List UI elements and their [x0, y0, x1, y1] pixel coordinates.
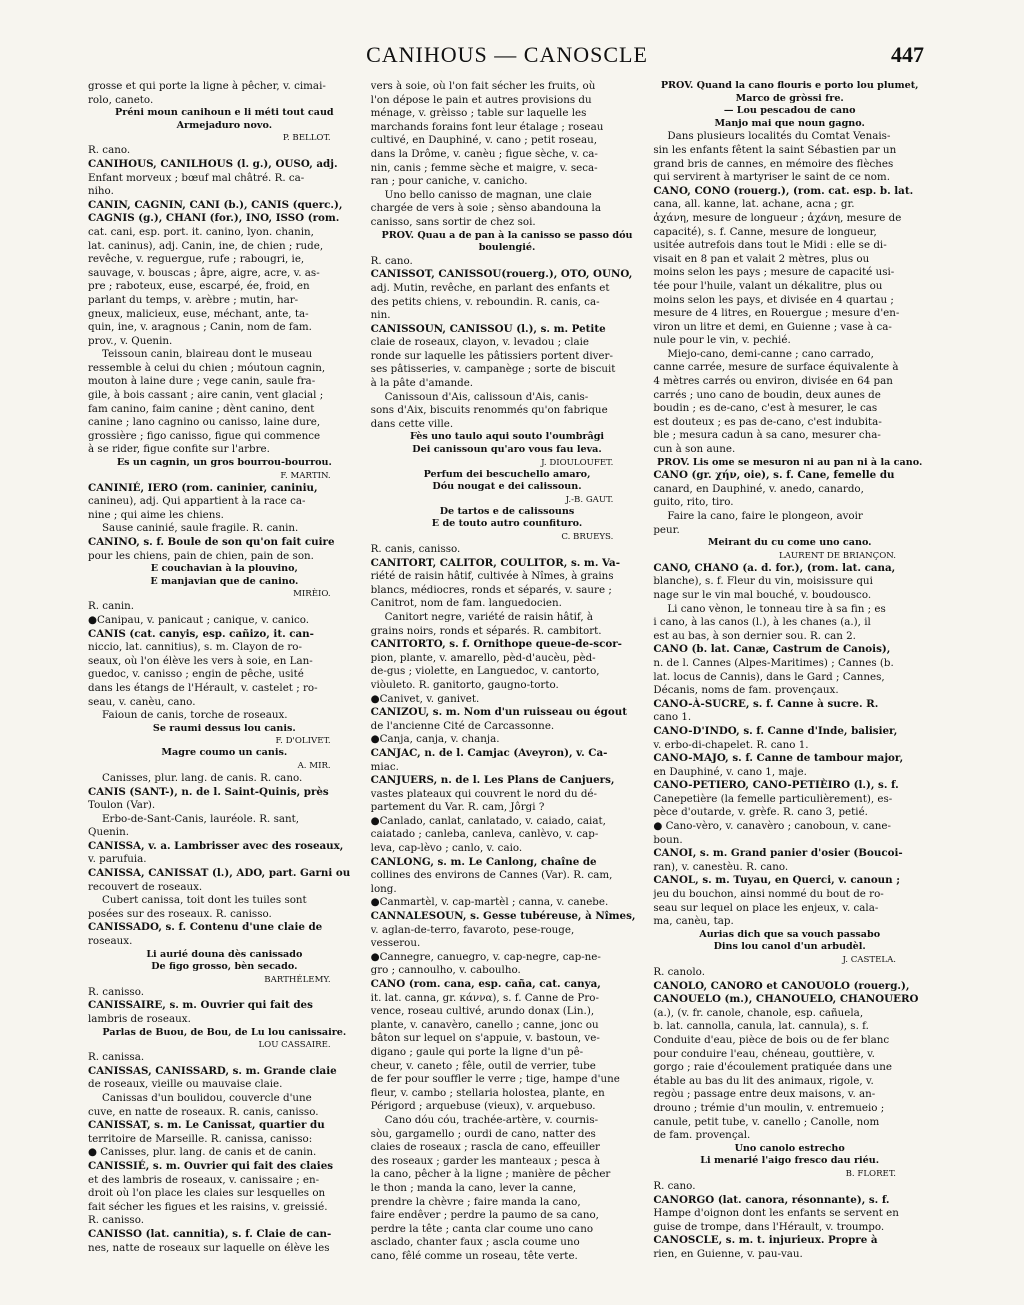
entry-text-line: mesure de 4 litres, en Rouergue ; mesure d'en-: [653, 307, 900, 320]
entry-text-line: adj. Mutin, revêche, en parlant des enfants et: [370, 281, 610, 294]
entry-text-line: rolo, caneto.: [88, 93, 154, 106]
entry-text-line: v. aglan-de-terro, favaroto, pese-rouge,: [370, 923, 575, 936]
entry-text-line: quin, ine, v. aragnous ; Canin, nom de fam.: [88, 321, 312, 334]
entry-text-line: gneux, malicieux, euse, méchant, ante, ta-: [88, 307, 309, 320]
entry-text-line: guedoc, v. canisso ; engin de pêche, usité: [88, 668, 304, 681]
entry-text-line: rien, en Guienne, v. pau-vau.: [653, 1247, 803, 1260]
entry-text-line: Canisses, plur. lang. de canis. R. cano.: [102, 771, 303, 784]
running-head: CANIHOUS — CANOSCLE: [366, 42, 648, 67]
quotation-line: PROV. Quau a de pan à la canisso se passo dóu: [381, 229, 633, 241]
quotation-line: Uno canolo estrecho: [734, 1142, 845, 1154]
entry-text-line: de roseaux, vieille ou mauvaise claie.: [88, 1078, 283, 1091]
entry-headword-line: CANNALESOUN, s. Gesse tubéreuse, à Nîmes,: [370, 910, 636, 923]
entry-text-line: boudin ; es de-cano, c'est à mesurer, le cas: [653, 402, 878, 415]
entry-text-line: en Dauphiné, v. cano 1, maje.: [653, 765, 807, 778]
entry-headword-line: CANISSADO, s. f. Contenu d'une claie de: [88, 921, 323, 934]
quotation-line: De tartos e de calissouns: [439, 505, 575, 517]
entry-text-line: canineu), adj. Qui appartient à la race ca-: [88, 495, 306, 508]
entry-text-line: vastes plateaux qui couvrent le nord du dé-: [370, 787, 598, 800]
entry-text-line: chargée de vers à soie ; sènso abandouna la: [370, 202, 601, 215]
entry-text-line: prov., v. Quenin.: [88, 334, 173, 347]
entry-text-line: R. canissa.: [88, 1051, 145, 1064]
entry-text-line: nine ; qui aime les chiens.: [88, 508, 224, 521]
entry-text-line: blanche), s. f. Fleur du vin, moisissure qui: [653, 575, 873, 588]
entry-text-line: fam canino, faim canine ; dènt canino, dent: [88, 402, 315, 415]
quotation-line: De figo grosso, bèn secado.: [151, 961, 298, 973]
entry-text-line: grossière ; figo canisso, figue qui commence: [88, 429, 321, 442]
entry-headword-line: CANIS (SANT-), n. de l. Saint-Quinis, près: [88, 785, 329, 798]
entry-text-line: n. de l. Cannes (Alpes-Maritimes) ; Cannes (b.: [653, 656, 894, 669]
entry-headword-line: CANISSIÉ, s. m. Ouvrier qui fait des claies: [88, 1159, 334, 1172]
entry-text-line: sauvage, v. bouscas ; âpre, aigre, acre, v. as-: [88, 266, 320, 279]
entry-text-line: nage sur le vin mal bouché, v. boudousco.: [653, 588, 872, 601]
entry-text-line: peur.: [653, 523, 680, 536]
entry-text-line: de-gus ; violette, en Languedoc, v. cantorto,: [370, 665, 600, 678]
entry-text-line: jeu du bouchon, ainsi nommé du bout de ro-: [653, 888, 884, 901]
entry-text-line: nin.: [370, 309, 391, 322]
column-middle: [371, 80, 644, 1300]
entry-text-line: à la pâte d'amande.: [370, 377, 474, 390]
entry-text-line: niho.: [88, 185, 114, 198]
entry-text-line: est douteux ; es pas de-cano, c'est indubita-: [653, 415, 882, 428]
column-right: [653, 80, 926, 1300]
entry-text-line: moins selon les pays, et divisée en 4 quartau ;: [653, 293, 894, 306]
entry-headword-line: CANISSA, v. a. Lambrisser avec des roseaux,: [88, 839, 344, 852]
entry-text-line: guito, rito, tiro.: [653, 496, 734, 509]
entry-text-line: mouton à laine dure ; vege canin, saule fra-: [88, 375, 316, 388]
entry-headword-line: CANO-À-SUCRE, s. f. Canne à sucre. R.: [653, 697, 879, 710]
entry-text-line: miac.: [370, 760, 399, 773]
entry-text-line: ménage, v. grèisso ; table sur laquelle les: [370, 107, 587, 120]
entry-text-line: étable au bas du lit des animaux, rigole, v.: [653, 1074, 874, 1087]
quotation-line: Manjo mai que noun gagno.: [714, 117, 865, 129]
entry-headword-line: CANOLO, CANORO et CANOUOLO (rouerg.),: [653, 979, 910, 992]
entry-text-line: sons d'Aix, biscuits renommés qu'on fabrique: [370, 404, 608, 417]
entry-text-line: fleur, v. cambo ; stellaria holostea, plante, en: [370, 1086, 605, 1099]
quotation-line: Meirant du cu come uno cano.: [707, 537, 872, 549]
entry-headword-line: CANO (gr. χήν, oie), s. f. Cane, femelle du: [653, 469, 895, 482]
entry-text-line: ● Canisses, plur. lang. de canis et de canin.: [88, 1146, 317, 1159]
quotation-author: J. CASTELA.: [842, 955, 897, 965]
entry-text-line: sin les enfants fêtent la saint Sébastien par un: [653, 143, 897, 156]
entry-text-line: canule, petit tube, v. canello ; Canolle, nom: [653, 1115, 880, 1128]
entry-text-line: Dans plusieurs localités du Comtat Venais-: [667, 130, 891, 143]
entry-text-line: carrés ; uno cano de boudin, deux aunes de: [653, 388, 881, 401]
entry-text-line: revêche, v. reguergue, rufe ; rabougri, ie,: [88, 253, 305, 266]
entry-headword-line: CANO-MAJO, s. f. Canne de tambour major,: [653, 752, 904, 765]
entry-text-line: bâton sur lequel on s'appuie, v. bastoun, ve-: [370, 1032, 600, 1045]
entry-headword-line: CANISSAIRE, s. m. Ouvrier qui fait des: [88, 999, 313, 1012]
entry-text-line: dans cette ville.: [370, 417, 454, 430]
entry-text-line: le thon ; manda la cano, lever la canne,: [370, 1181, 577, 1194]
entry-text-line: est au bas, à son dernier sou. R. can 2.: [653, 629, 856, 642]
entry-text-line: lat. caninus), adj. Canin, ine, de chien ; rude,: [88, 239, 324, 252]
quotation-author: B. FLORET.: [845, 1168, 897, 1179]
entry-text-line: recouvert de roseaux.: [88, 880, 203, 893]
quotation-author: LOU CASSAIRE.: [258, 1040, 331, 1051]
quotation-author: P. BELLOT.: [282, 133, 331, 144]
entry-text-line: faire endêver ; perdre la paumo de sa cano,: [370, 1209, 599, 1222]
quotation-author: C. BRUEYS.: [561, 532, 614, 542]
entry-text-line: Canitrot, nom de fam. languedocien.: [370, 597, 562, 610]
entry-text-line: Sause caninié, saule fragile. R. canin.: [102, 522, 299, 535]
entry-text-line: Périgord ; arquebuse (vieux), v. arquebuso.: [370, 1100, 596, 1113]
entry-text-line: à se rider, figue confite sur l'arbre.: [88, 443, 270, 456]
entry-text-line: blancs, médiocres, ronds et séparés, v. saure ;: [370, 583, 612, 596]
entry-text-line: leva, cap-lèvo ; canlo, v. caio.: [370, 842, 523, 855]
entry-text-line: cuve, en natte de roseaux. R. canis, canisso.: [88, 1105, 319, 1118]
quotation-author: J. DIOULOUFET.: [541, 457, 614, 468]
entry-text-line: Faire la cano, faire le plongeon, avoir: [667, 510, 863, 522]
entry-text-line: la cano, pêcher à la ligne ; manière de pêcher: [370, 1168, 611, 1181]
quotation-author: MIRÈIO.: [293, 589, 331, 600]
entry-text-line: marchands forains font leur étalage ; roseau: [370, 120, 604, 133]
entry-headword-line: CANISSOUN, CANISSOU (l.), s. m. Petite: [370, 322, 606, 335]
entry-text-line: et des lambris de roseaux, v. canissaire ; en-: [88, 1173, 320, 1186]
entry-text-line: capacité), s. f. Canne, mesure de longueur,: [653, 225, 877, 238]
entry-text-line: R. canisso.: [88, 985, 144, 998]
entry-text-line: digano ; gaule qui porte la ligne d'un pê-: [370, 1045, 584, 1058]
entry-text-line: posées sur des roseaux. R. canisso.: [88, 907, 272, 920]
entry-text-line: claies de roseaux ; rascla de cano, effeuiller: [370, 1141, 600, 1154]
quotation-line: E manjavian que de canino.: [150, 575, 299, 587]
entry-text-line: usitée autrefois dans tout le Midi : elle se di-: [653, 239, 887, 252]
entry-text-line: (a.), (v. fr. canole, chanole, esp. cañuela,: [653, 1006, 864, 1019]
entry-text-line: R. cano.: [88, 144, 131, 157]
quotation-line: Préni moun canihoun e li méti tout caud: [115, 107, 334, 119]
entry-text-line: canine ; lano cagnino ou canisso, laine dure,: [88, 416, 321, 429]
entry-text-line: Décanis, noms de fam. provençaux.: [653, 684, 839, 697]
quotation-line: Dins lou canol d'un arbudèl.: [713, 941, 866, 953]
entry-text-line: gro ; cannoulho, v. caboulho.: [370, 964, 521, 977]
entry-headword-line: CANINO, s. f. Boule de son qu'on fait cuire: [88, 536, 335, 548]
entry-text-line: Li cano vènon, le tonneau tire à sa fin ; es: [667, 602, 886, 615]
quotation-line: Armejaduro novo.: [176, 119, 273, 131]
quotation-line: Magre coumo un canis.: [161, 747, 288, 759]
entry-text-line: grosse et qui porte la ligne à pêcher, v. cimai-: [88, 80, 326, 92]
entry-text-line: ma, canèu, tap.: [653, 915, 734, 928]
entry-headword-line: CANO, CONO (rouerg.), (rom. cat. esp. b. lat.: [653, 184, 914, 197]
entry-text-line: Conduite d'eau, pièce de bois ou de fer blanc: [653, 1033, 890, 1046]
entry-text-line: dans la Drôme, v. canèu ; figue sèche, v. ca-: [370, 147, 598, 160]
entry-text-line: i cano, à las canos (l.), à les chanes (a.), il: [653, 616, 871, 629]
entry-headword-line: CANISSO (lat. cannitia), s. f. Claie de can-: [88, 1227, 332, 1240]
entry-text-line: seau sur lequel on place les enjeux, v. cala-: [653, 901, 879, 914]
quotation-author: A. MIR.: [297, 760, 331, 771]
entry-text-line: drouno ; trémie d'un moulin, v. entremueio ;: [653, 1101, 885, 1114]
entry-text-line: Canissoun d'Ais, calissoun d'Ais, canis-: [384, 390, 589, 403]
quotation-line: Li aurié douna dès canissado: [146, 948, 303, 960]
entry-text-line: vesserou.: [370, 937, 421, 950]
entry-text-line: cana, all. kanne, lat. achane, acna ; gr.: [653, 198, 855, 211]
column-left: [88, 80, 361, 1300]
entry-text-line: R. cano.: [370, 254, 413, 267]
entry-text-line: plante, v. canavèro, canello ; canne, jonc ou: [370, 1018, 599, 1031]
entry-text-line: fait sécher les figues et les raisins, v. greissié.: [88, 1200, 328, 1213]
entry-text-line: cheur, v. caneto ; fêle, outil de verrier, tube: [370, 1059, 596, 1072]
entry-text-line: guise de trompe, dans l'Hérault, v. troumpo.: [653, 1220, 885, 1233]
entry-text-line: nes, natte de roseaux sur laquelle on élève les: [88, 1241, 330, 1254]
entry-text-line: des roseaux ; garder les manteaux ; pesca à: [370, 1154, 601, 1167]
entry-text-line: regòu ; passage entre deux maisons, v. an-: [653, 1088, 876, 1101]
entry-text-line: Uno bello canisso de magnan, une claie: [384, 188, 592, 201]
entry-headword-line: CANITORT, CALITOR, COULITOR, s. m. Va-: [370, 556, 620, 569]
entry-text-line: Canitort negre, variété de raisin hâtif, à: [384, 610, 594, 623]
entry-headword-line: CANJUERS, n. de l. Les Plans de Canjuers,: [370, 774, 615, 787]
entry-text-line: Miejo-cano, demi-canne ; cano carrado,: [667, 347, 874, 360]
entry-text-line: Teissoun canin, blaireau dont le museau: [102, 348, 313, 361]
entry-headword-line: CANINIÉ, IERO (rom. caninier, caniniu,: [88, 481, 318, 494]
entry-text-line: moins selon les pays ; mesure de capacité usi-: [653, 266, 895, 279]
entry-text-line: Cubert canissa, toit dont les tuiles sont: [102, 894, 307, 907]
entry-text-line: Canepetière (la femelle particulièrement), es-: [653, 792, 893, 805]
entry-text-line: viron un litre et demi, en Guienne ; vase à ca-: [653, 320, 892, 333]
entry-text-line: de fer pour souffler le verre ; tige, hampe d'une: [370, 1073, 620, 1086]
entry-text-line: it. lat. canna, gr. κάννα), s. f. Canne de Pro-: [370, 991, 599, 1004]
entry-text-line: seaux, où l'on élève les vers à soie, en Lan-: [88, 654, 313, 667]
entry-headword-line: CAGNIS (g.), CHANI (for.), INO, ISSO (rom.: [88, 212, 340, 225]
quotation-line: Marco de gròssi fre.: [735, 92, 844, 104]
entry-text-line: canne carrée, mesure de surface équivalente à: [653, 361, 899, 374]
entry-text-line: lat. locus de Cannis), dans le Gard ; Cannes,: [653, 670, 885, 683]
quotation-line: Perfum dei bescuchello amaro,: [423, 468, 591, 480]
entry-text-line: tée pour l'huile, valant un dékalitre, plus ou: [653, 279, 883, 292]
entry-text-line: cano, fêlé comme un roseau, tête verte.: [370, 1249, 578, 1262]
entry-text-line: boun.: [653, 833, 683, 846]
entry-headword-line: CANOSCLE, s. m. t. injurieux. Propre à: [653, 1234, 878, 1247]
quotation-line: Aurias dich que sa vouch passabo: [699, 928, 881, 940]
entry-text-line: Canissas d'un boulidou, couvercle d'une: [102, 1091, 312, 1104]
entry-text-line: ●Canmartèl, v. cap-martèl ; canna, v. canebe.: [370, 896, 609, 909]
entry-headword-line: CANIS (cat. canyis, esp. cañizo, it. can-: [88, 627, 314, 640]
dictionary-columns: [88, 80, 926, 1300]
quotation-line: Li menarié l'aigo fresco dau riéu.: [700, 1155, 880, 1167]
entry-text-line: R. canin.: [88, 600, 135, 613]
entry-text-line: Faioun de canis, torche de roseaux.: [102, 709, 288, 722]
entry-text-line: R. canis, canisso.: [370, 543, 461, 555]
entry-text-line: territoire de Marseille. R. canissa, canisso:: [88, 1132, 313, 1145]
page-number: 447: [891, 42, 924, 67]
entry-headword-line: CANISSA, CANISSAT (l.), ADO, part. Garni ou: [88, 867, 351, 880]
entry-text-line: caiatado ; canleba, canleva, canlèvo, v. cap-: [370, 828, 599, 841]
entry-text-line: claie de roseaux, clayon, v. levadou ; claie: [370, 336, 590, 349]
quotation-line: E couchavian à la plouvino,: [150, 563, 298, 575]
entry-headword-line: CANIZOU, s. m. Nom d'un ruisseau ou égout: [370, 706, 627, 719]
entry-text-line: Enfant morveux ; bœuf mal châtré. R. ca-: [88, 171, 305, 184]
entry-text-line: R. canolo.: [653, 966, 705, 978]
entry-text-line: ronde sur laquelle les pâtissiers portent diver-: [370, 349, 613, 362]
entry-text-line: ran), v. canestèu. R. cano.: [653, 860, 789, 873]
quotation-author: BARTHÉLEMY.: [264, 974, 331, 985]
entry-text-line: ble ; mesura cadun à sa cano, mesurer cha-: [653, 429, 881, 442]
entry-text-line: Cano dóu cóu, trachée-artère, v. cournis-: [384, 1113, 599, 1126]
entry-text-line: partement du Var. R. cam, Jôrgi ?: [370, 801, 545, 814]
entry-text-line: ●Canlado, canlat, canlatado, v. caiado, caiat,: [370, 814, 606, 827]
entry-text-line: des petits chiens, v. reboundin. R. canis, ca-: [370, 295, 600, 308]
entry-text-line: pion, plante, v. amarello, pèd-d'aucèu, pèd-: [370, 651, 596, 664]
quotation-author: LAURENT DE BRIANÇON.: [779, 550, 897, 561]
entry-text-line: de fam. provençal.: [653, 1129, 751, 1142]
entry-headword-line: CANISSOT, CANISSOU(rouerg.), OTO, OUNO,: [370, 268, 633, 281]
entry-text-line: v. parufuia.: [88, 853, 147, 866]
entry-text-line: perdre la tête ; canta clar coume uno cano: [370, 1222, 594, 1235]
entry-text-line: vence, roseau cultivé, arundo donax (Lin.),: [370, 1005, 595, 1018]
entry-text-line: gile, à bois cassant ; aire canin, vent glacial ;: [88, 389, 324, 402]
entry-text-line: seau, v. canèu, cano.: [88, 695, 196, 708]
entry-text-line: 4 mètres carrés ou environ, divisée en 64 pan: [653, 375, 893, 388]
entry-text-line: ●Canipau, v. panicaut ; canique, v. canico.: [88, 613, 310, 626]
entry-text-line: nin, canis ; femme sèche et maigre, v. seca-: [370, 161, 598, 174]
entry-text-line: dans les étangs de l'Hérault, v. castelet ; ro-: [88, 681, 318, 694]
entry-text-line: ●Canja, canja, v. chanja.: [370, 733, 500, 746]
entry-headword-line: CANOI, s. m. Grand panier d'osier (Boucoi-: [653, 847, 903, 860]
entry-text-line: R. cano.: [653, 1179, 696, 1192]
entry-text-line: riété de raisin hâtif, cultivée à Nîmes, à grains: [370, 570, 614, 583]
entry-headword-line: CANO (b. lat. Canæ, Castrum de Canois),: [653, 643, 891, 656]
entry-text-line: cano 1.: [653, 711, 692, 724]
entry-text-line: ●Canivet, v. ganivet.: [370, 692, 480, 705]
entry-headword-line: CANO-PETIERO, CANO-PETIÈIRO (l.), s. f.: [653, 779, 899, 792]
entry-text-line: gorgo ; raie d'écoulement pratiquée dans une: [653, 1061, 893, 1074]
entry-headword-line: CANJAC, n. de l. Camjac (Aveyron), v. Ca-: [370, 746, 608, 759]
entry-text-line: pre ; raboteux, euse, escarpé, ée, froid, en: [88, 280, 310, 293]
entry-text-line: visait en 8 pan et valait 2 mètres, plus ou: [653, 252, 870, 265]
entry-headword-line: CANITORTO, s. f. Ornithope queue-de-scor-: [370, 638, 622, 651]
entry-text-line: pour conduire l'eau, chéneau, gouttière, v.: [653, 1047, 875, 1060]
entry-text-line: grand bris de cannes, en mémoire des flèches: [653, 157, 894, 170]
quotation-line: PROV. Quand la cano flouris e porto lou plumet,: [660, 80, 919, 91]
entry-text-line: parlant du temps, v. arèbre ; mutin, har-: [88, 293, 299, 306]
entry-text-line: long.: [370, 882, 397, 895]
entry-text-line: ran ; pour caniche, v. canicho.: [370, 175, 528, 188]
entry-text-line: viòuleto. R. ganitorto, gaugno-torto.: [370, 678, 559, 691]
entry-text-line: ● Cano-vèro, v. canavèro ; canoboun, v. cane-: [653, 820, 891, 833]
entry-text-line: Quenin.: [88, 826, 129, 839]
quotation-author: F. MARTIN.: [280, 470, 331, 481]
quotation-author: F. D'OLIVET.: [275, 736, 331, 747]
entry-text-line: sòu, gargamello ; ourdi de cano, natter des: [370, 1127, 596, 1140]
quotation-line: Se raumi dessus lou canis.: [152, 722, 296, 734]
quotation-line: Es un cagnin, un gros bourrou-bourrou.: [116, 457, 332, 469]
quotation-line: PROV. Lis ome se mesuron ni au pan ni à la cano.: [657, 456, 923, 468]
entry-text-line: ses pâtisseries, v. campanège ; sorte de biscuit: [370, 363, 616, 376]
entry-text-line: lambris de roseaux.: [88, 1013, 191, 1025]
entry-headword-line: CANOL, s. m. Tuyau, en Querci, v. canoun ;: [653, 874, 901, 887]
entry-text-line: de l'ancienne Cité de Carcassonne.: [370, 719, 555, 732]
entry-text-line: cat. cani, esp. port. it. canino, lyon. chanin,: [88, 225, 314, 238]
entry-headword-line: CANOUELO (m.), CHANOUELO, CHANOUERO: [653, 993, 919, 1006]
entry-text-line: Toulon (Var).: [88, 799, 156, 812]
entry-text-line: v. erbo-di-chapelet. R. cano 1.: [653, 738, 809, 751]
quotation-line: Fès uno taulo aqui souto l'oumbrâgi: [409, 431, 605, 443]
quotation-author: J.-B. GAUT.: [565, 494, 614, 505]
entry-headword-line: CANO-D'INDO, s. f. Canne d'Inde, balisier,: [653, 724, 898, 737]
entry-headword-line: CANIN, CAGNIN, CANI (b.), CANIS (querc.),: [88, 198, 343, 211]
entry-text-line: qui servirent à martyriser le saint de ce nom.: [653, 171, 890, 184]
entry-text-line: cun à son aune.: [653, 443, 736, 456]
entry-text-line: Erbo-de-Sant-Canis, lauréole. R. sant,: [102, 812, 300, 825]
entry-text-line: roseaux.: [88, 935, 133, 948]
entry-text-line: ressemble à celui du chien ; móutoun cagnin,: [88, 361, 326, 374]
entry-text-line: ἀχάνη, mesure de longueur ; ἀχάνη, mesure de: [653, 211, 902, 224]
quotation-line: — Lou pescadou de cano: [723, 105, 856, 117]
entry-text-line: b. lat. cannolla, canula, lat. cannula), s. f.: [653, 1020, 869, 1033]
entry-text-line: R. canisso.: [88, 1214, 144, 1227]
entry-headword-line: CANORGO (lat. canora, résonnante), s. f.: [653, 1193, 890, 1206]
entry-text-line: canard, en Dauphiné, v. anedo, canardo,: [653, 482, 864, 495]
entry-text-line: vers à soie, où l'on fait sécher les fruits, où: [370, 80, 596, 92]
quotation-line: Parlas de Buou, de Bou, de Lu lou canissaire.: [102, 1026, 347, 1038]
entry-text-line: ●Cannegre, canuegro, v. cap-negre, cap-ne-: [370, 950, 601, 963]
entry-headword-line: CANISSAS, CANISSARD, s. m. Grande claie: [88, 1064, 337, 1077]
page-header: [90, 42, 924, 78]
entry-headword-line: CANO, CHANO (a. d. for.), (rom. lat. cana,: [653, 561, 896, 574]
quotation-line: E de touto autro counfituro.: [431, 518, 583, 530]
quotation-line: boulengié.: [478, 242, 536, 254]
entry-headword-line: CANIHOUS, CANILHOUS (l. g.), OUSO, adj.: [88, 157, 338, 170]
entry-text-line: prendre la chèvre ; faire manda la cano,: [370, 1195, 581, 1208]
quotation-line: Dóu nougat e dei calissoun.: [432, 481, 582, 493]
entry-headword-line: CANO (rom. cana, esp. caña, cat. canya,: [370, 978, 601, 990]
entry-text-line: droit où l'on place les claies sur lesquelles on: [88, 1187, 326, 1200]
entry-text-line: grains noirs, ronds et séparés. R. cambitort.: [370, 624, 602, 637]
entry-text-line: asclado, chanter faux ; ascla coume uno: [370, 1236, 580, 1249]
entry-text-line: pèce d'outarde, v. grèfe. R. cano 3, petié.: [653, 806, 868, 819]
entry-text-line: cultivé, en Dauphiné, v. cano ; petit roseau,: [370, 134, 598, 147]
entry-text-line: collines des environs de Cannes (Var). R. cam,: [370, 869, 613, 882]
entry-text-line: pour les chiens, pain de chien, pain de son.: [88, 549, 314, 562]
entry-headword-line: CANLONG, s. m. Le Canlong, chaîne de: [370, 855, 597, 868]
entry-text-line: l'on dépose le pain et autres provisions du: [370, 93, 592, 106]
entry-text-line: canisso, sans sortir de chez soi.: [370, 215, 536, 228]
quotation-line: Dei canissoun qu'aro vous fau leva.: [412, 444, 602, 456]
entry-headword-line: CANISSAT, s. m. Le Canissat, quartier du: [88, 1119, 325, 1132]
entry-text-line: niccio, lat. cannitius), s. m. Clayon de ro-: [88, 641, 302, 654]
entry-text-line: Hampe d'oignon dont les enfants se servent en: [653, 1207, 899, 1220]
entry-text-line: nule pour le vin, v. pechié.: [653, 334, 791, 347]
